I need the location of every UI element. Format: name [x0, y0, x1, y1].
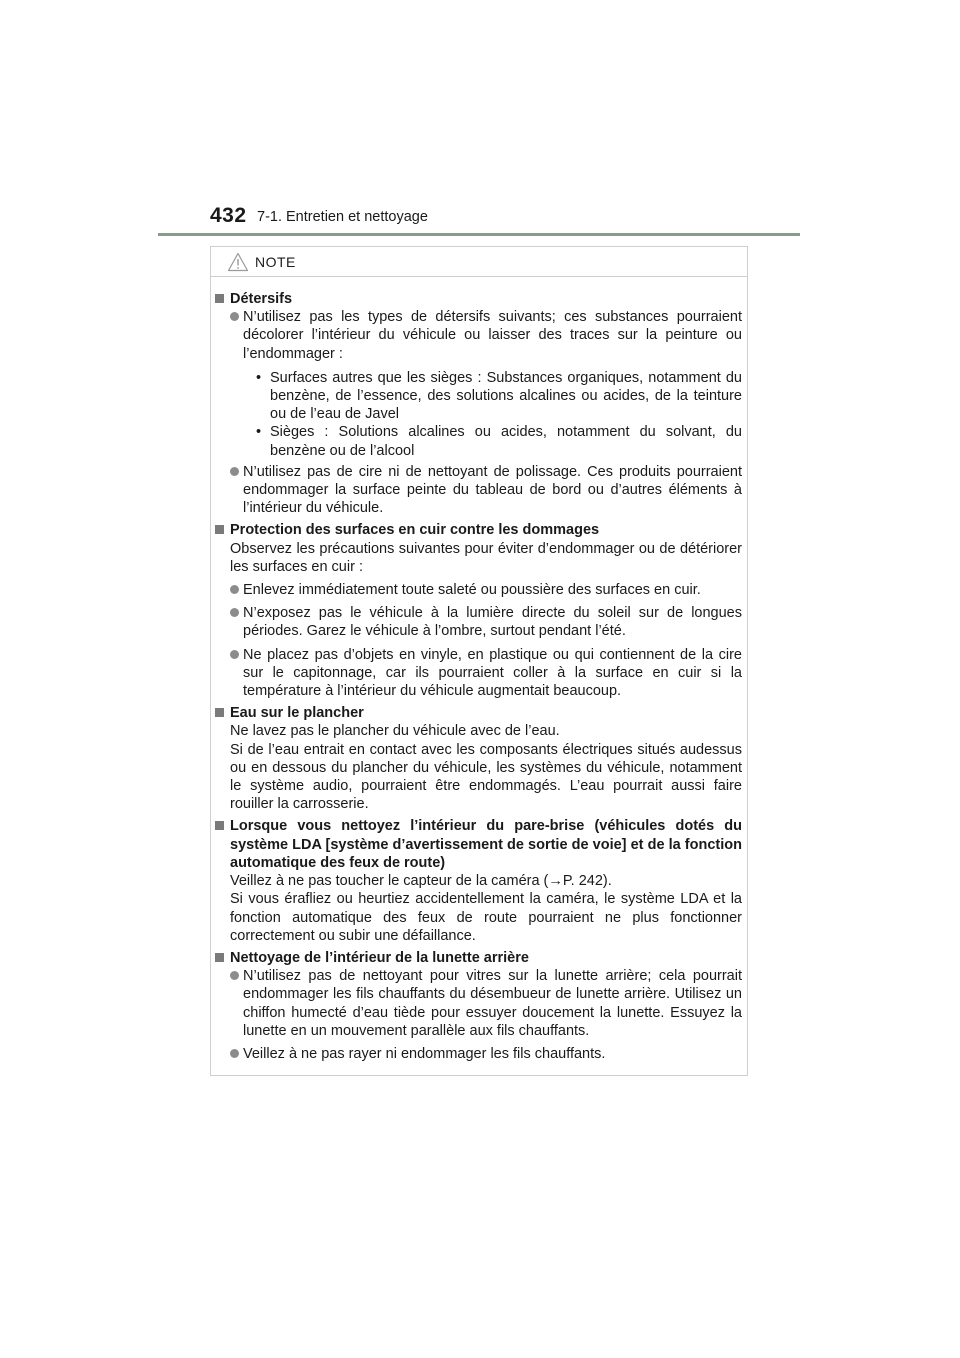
paragraph: Observez les précautions suivantes pour éviter d’endommager ou de détériorer les surfaces en cuir : [230, 540, 742, 575]
list-item [230, 604, 742, 640]
list-item [230, 308, 742, 460]
paragraph: Si vous érafliez ou heurtiez accidentellement la caméra, le système LDA et la fonction automatique des feux de route pourraient ne plus fonctionner correctement ou subir une défaillance. [230, 891, 742, 944]
square-bullet-icon [215, 821, 224, 830]
note-label: NOTE [255, 254, 296, 270]
section-heading [215, 704, 742, 722]
paragraph: Si de l’eau entrait en contact avec les composants électriques situés audessus ou en dessous du plancher du véhicule, les systèmes du véhicule, notamment le système audio, pourraient être endommagés. L’eau pourrait aussi faire rouiller la carrosserie. [230, 741, 742, 813]
section-detersifs [215, 290, 742, 517]
circle-bullet-icon [230, 1049, 239, 1058]
section-heading [215, 817, 742, 872]
square-bullet-icon [215, 953, 224, 962]
bullet-text: N’utilisez pas de cire ni de nettoyant de polissage. Ces produits pourraient endommager la surface peinte du tableau de bord ou d’autres éléments à l’intérieur du véhicule. [243, 463, 742, 517]
circle-bullet-icon [230, 585, 239, 594]
bullet-text: Ne placez pas d’objets en vinyle, en plastique ou qui contiennent de la cire sur le capitonnage, car ils pourraient coller à la surface en cuir si la température à l’intérieur du véhicule augmentait beaucoup. [243, 646, 742, 700]
circle-bullet-icon [230, 608, 239, 617]
section-title-text: Détersifs [230, 291, 293, 307]
circle-bullet-icon [230, 650, 239, 659]
bullet-text: Enlevez immédiatement toute saleté ou poussière des surfaces en cuir. [243, 582, 701, 599]
paragraph: Ne lavez pas le plancher du véhicule avec de l’eau. [230, 723, 560, 740]
paragraph: Veillez à ne pas toucher le capteur de la caméra (→P. 242). [230, 873, 612, 890]
bullet-text: N’utilisez pas de nettoyant pour vitres sur la lunette arrière; cela pourrait endommager les fils chauffants du désembueur de lunette arrière. Utilisez un chiffon humecté d’eau tiède pour essuyer doucement la lunette. Essuyez la lunette en un mouvement parallèle aux fils chauffants. [243, 968, 742, 1039]
list-item [230, 967, 742, 1040]
note-box [210, 246, 748, 1076]
section-rear-window [215, 949, 742, 1063]
section-windshield [215, 817, 742, 944]
section-heading [215, 949, 742, 967]
sub-list-item [256, 423, 742, 459]
sub-bullet-mark: • [256, 424, 262, 441]
warning-triangle-icon [227, 252, 249, 272]
bullet-text: Veillez à ne pas rayer ni endommager les fils chauffants. [243, 1045, 606, 1062]
list-item [230, 581, 742, 599]
page-number: 432 [210, 204, 247, 227]
bullet-text: N’utilisez pas les types de détersifs suivants; ces substances pourraient décolorer l’intérieur du véhicule ou laisser des traces sur la peinture ou l’endommager : [243, 309, 742, 362]
section-water-floor [215, 704, 742, 813]
section-heading [215, 290, 742, 308]
section-leather [215, 521, 742, 700]
section-title-text: Lorsque vous nettoyez l’intérieur du pare-brise (véhicules dotés du système LDA [système d’avertissement de sortie de voie] et de la fonction automatique des feux de route) [230, 818, 742, 871]
note-header [211, 247, 747, 277]
section-title-text: Eau sur le plancher [230, 705, 364, 722]
section-title-text: Protection des surfaces en cuir contre les dommages [230, 522, 600, 539]
list-item [230, 1045, 742, 1063]
sub-bullet-mark: • [256, 369, 262, 386]
sub-bullet-text: Sièges : Solutions alcalines ou acides, notamment du solvant, du benzène ou de l’alcool [270, 424, 742, 459]
sub-list-item [256, 369, 742, 424]
list-item [230, 463, 742, 518]
section-title: 7-1. Entretien et nettoyage [257, 209, 428, 225]
header-rule [158, 233, 800, 236]
section-title-text: Nettoyage de l’intérieur de la lunette arrière [230, 949, 529, 966]
square-bullet-icon [215, 708, 224, 717]
circle-bullet-icon [230, 467, 239, 476]
list-item [230, 646, 742, 701]
section-heading [215, 521, 742, 539]
note-body [211, 277, 747, 1063]
sub-bullet-text: Surfaces autres que les sièges : Substances organiques, notamment du benzène, de l’essence, des solutions alcalines ou acides, de la teinture ou de l’eau de Javel [270, 369, 742, 423]
circle-bullet-icon [230, 971, 239, 980]
square-bullet-icon [215, 294, 224, 303]
circle-bullet-icon [230, 312, 239, 321]
square-bullet-icon [215, 525, 224, 534]
bullet-text: N’exposez pas le véhicule à la lumière directe du soleil sur de longues périodes. Garez le véhicule à l’ombre, surtout pendant l’été. [243, 605, 742, 640]
